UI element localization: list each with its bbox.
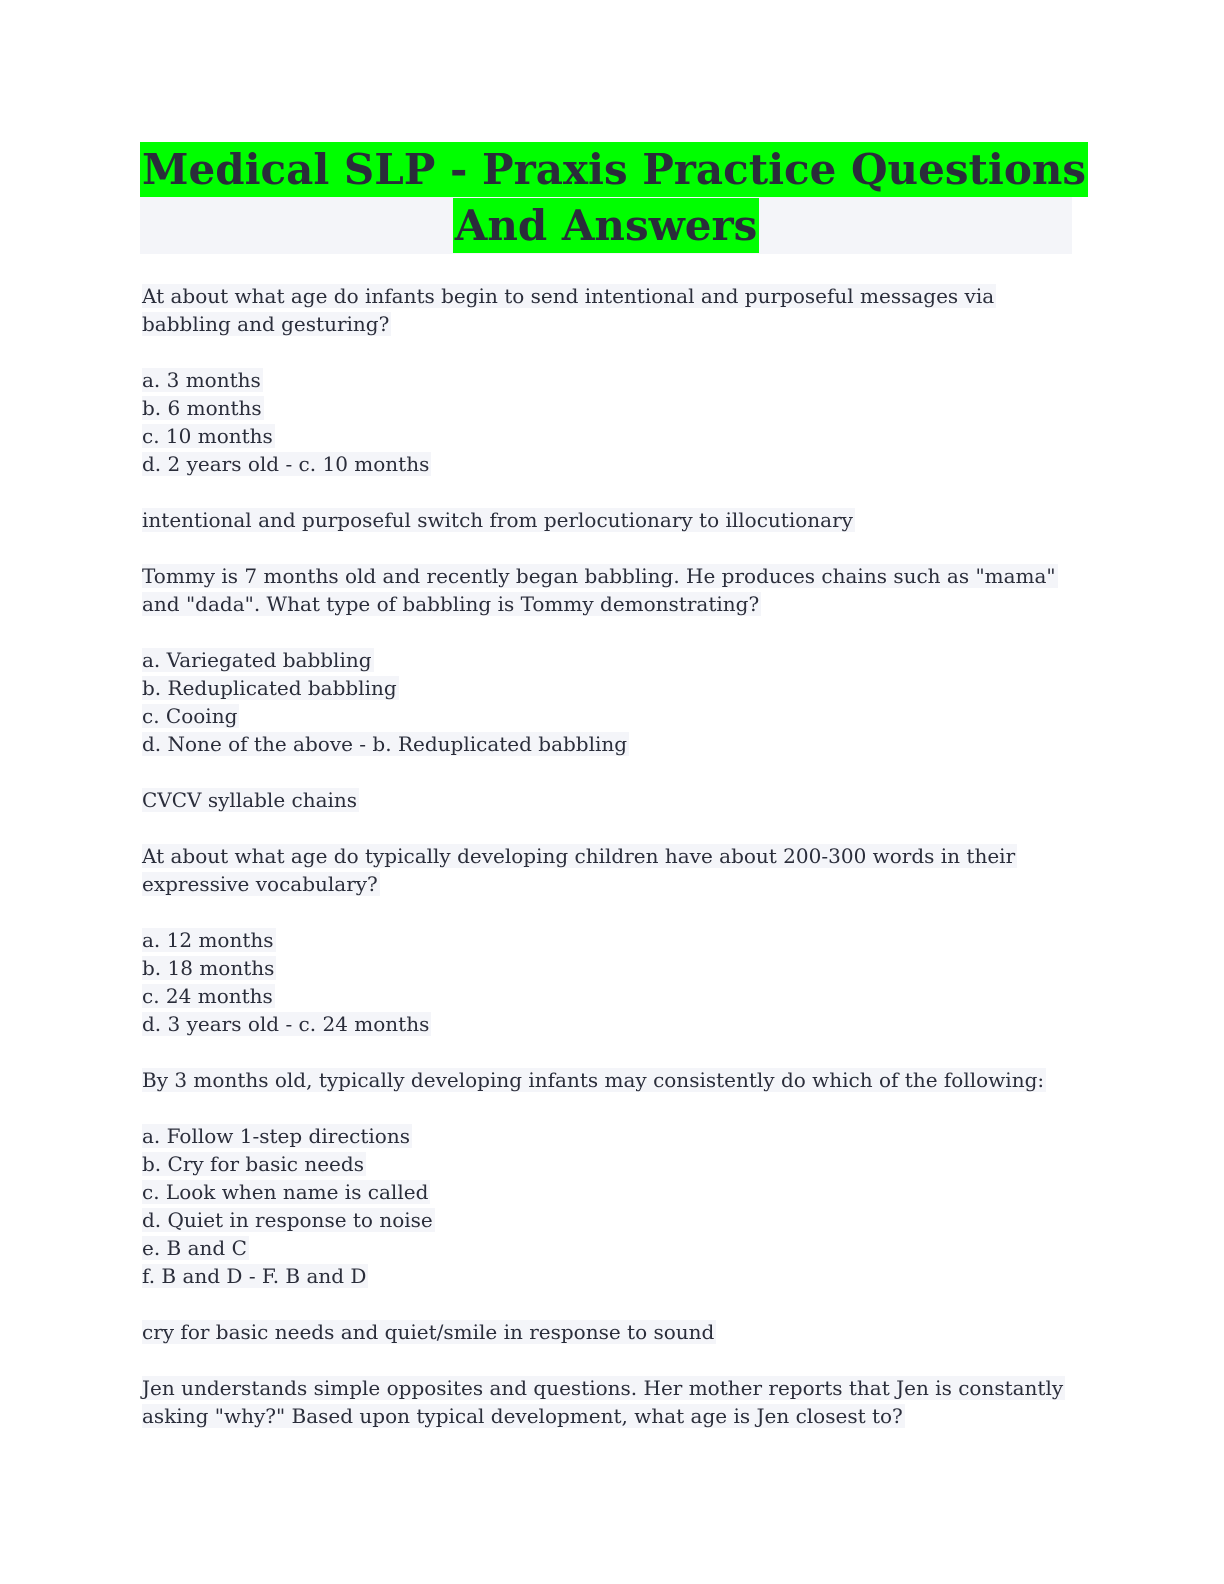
line-text: c. 24 months xyxy=(142,984,273,1008)
text-line xyxy=(142,842,1072,870)
paragraph xyxy=(142,1318,1072,1346)
line-text: c. Cooing xyxy=(142,704,238,728)
text-line xyxy=(142,1150,1072,1178)
line-text: babbling and gesturing? xyxy=(142,312,390,336)
line-text: a. 12 months xyxy=(142,928,274,952)
line-text: and "dada". What type of babbling is Tommy demonstrating? xyxy=(142,592,760,616)
line-text: d. Quiet in response to noise xyxy=(142,1208,433,1232)
title-line-2: And Answers xyxy=(453,198,760,253)
text-line xyxy=(142,1010,1072,1038)
line-text: Jen understands simple opposites and questions. Her mother reports that Jen is constantly xyxy=(142,1376,1064,1400)
paragraph xyxy=(142,562,1072,618)
paragraph xyxy=(142,282,1072,338)
line-text: At about what age do infants begin to send intentional and purposeful messages via xyxy=(142,284,995,308)
line-text: asking "why?" Based upon typical development, what age is Jen closest to? xyxy=(142,1404,903,1428)
line-text: Tommy is 7 months old and recently began babbling. He produces chains such as "mama" xyxy=(142,564,1056,588)
text-line xyxy=(142,1374,1072,1402)
text-line xyxy=(142,366,1072,394)
document-body xyxy=(142,282,1072,1458)
text-line xyxy=(142,1122,1072,1150)
text-line xyxy=(142,422,1072,450)
text-line xyxy=(142,646,1072,674)
paragraph xyxy=(142,646,1072,758)
line-text: e. B and C xyxy=(142,1236,247,1260)
line-text: d. 2 years old - c. 10 months xyxy=(142,452,430,476)
text-line xyxy=(142,1178,1072,1206)
text-line xyxy=(142,1262,1072,1290)
text-line xyxy=(142,926,1072,954)
paragraph xyxy=(142,366,1072,478)
text-line xyxy=(142,590,1072,618)
title-line-1: Medical SLP - Praxis Practice Questions xyxy=(140,142,1088,197)
text-line xyxy=(142,506,1072,534)
text-line xyxy=(142,1066,1072,1094)
line-text: expressive vocabulary? xyxy=(142,872,378,896)
text-line xyxy=(142,1402,1072,1430)
paragraph xyxy=(142,926,1072,1038)
line-text: By 3 months old, typically developing infants may consistently do which of the following: xyxy=(142,1068,1045,1092)
paragraph xyxy=(142,1066,1072,1094)
line-text: a. Follow 1-step directions xyxy=(142,1124,410,1148)
text-line xyxy=(142,786,1072,814)
text-line xyxy=(142,282,1072,310)
text-line xyxy=(142,730,1072,758)
text-line xyxy=(142,562,1072,590)
text-line xyxy=(142,310,1072,338)
text-line xyxy=(142,1234,1072,1262)
text-line xyxy=(142,674,1072,702)
paragraph xyxy=(142,1374,1072,1430)
text-line xyxy=(142,954,1072,982)
line-text: b. 6 months xyxy=(142,396,262,420)
line-text: b. Reduplicated babbling xyxy=(142,676,397,700)
line-text: At about what age do typically developing children have about 200-300 words in their xyxy=(142,844,1016,868)
line-text: a. Variegated babbling xyxy=(142,648,372,672)
paragraph xyxy=(142,786,1072,814)
line-text: c. 10 months xyxy=(142,424,273,448)
line-text: c. Look when name is called xyxy=(142,1180,429,1204)
document-title xyxy=(140,142,1087,254)
line-text: d. 3 years old - c. 24 months xyxy=(142,1012,430,1036)
line-text: a. 3 months xyxy=(142,368,261,392)
paragraph xyxy=(142,506,1072,534)
line-text: b. 18 months xyxy=(142,956,275,980)
line-text: f. B and D - F. B and D xyxy=(142,1264,367,1288)
text-line xyxy=(142,1206,1072,1234)
text-line xyxy=(142,1318,1072,1346)
text-line xyxy=(142,702,1072,730)
text-line xyxy=(142,870,1072,898)
paragraph xyxy=(142,1122,1072,1290)
line-text: b. Cry for basic needs xyxy=(142,1152,364,1176)
text-line xyxy=(142,982,1072,1010)
text-line xyxy=(142,394,1072,422)
text-line xyxy=(142,450,1072,478)
line-text: intentional and purposeful switch from perlocutionary to illocutionary xyxy=(142,508,853,532)
paragraph xyxy=(142,842,1072,898)
line-text: d. None of the above - b. Reduplicated babbling xyxy=(142,732,628,756)
line-text: CVCV syllable chains xyxy=(142,788,358,812)
line-text: cry for basic needs and quiet/smile in response to sound xyxy=(142,1320,715,1344)
